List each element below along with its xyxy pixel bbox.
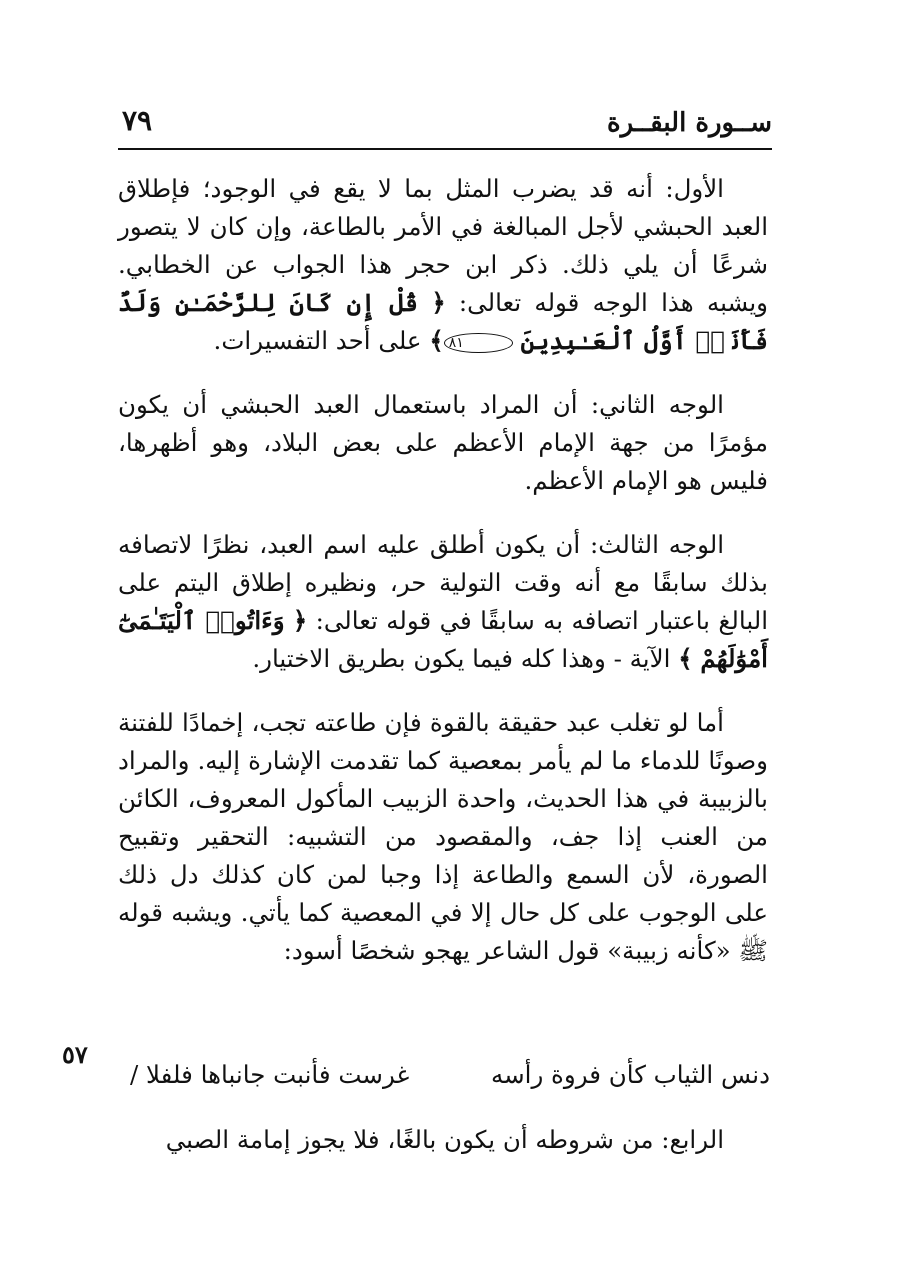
quran-verse: قُلْ إِن كَانَ لِلرَّحْمَـٰنِ وَلَدٌ فَأَنَا۠ أَوَّلُ ٱلْعَـٰبِدِينَ xyxy=(118,288,768,355)
quran-close-bracket: ﴾ xyxy=(678,644,693,673)
surah-title: ســورة البقــرة xyxy=(606,108,772,138)
quran-open-bracket: ﴿ xyxy=(431,288,446,317)
paragraph-usurpation: أما لو تغلب عبد حقيقة بالقوة فإن طاعته تجب، إخمادًا للفتنة وصونًا للدماء ما لم يأمر بمعصية كما تقدمت الإشارة إليه. والمراد بالزبيبة في هذا الحديث، واحدة الزبيب المأكول المعروف، الكائن من العنب إذا جف، والمقصود من التشبيه: التحقير وتقبيح الصورة، لأن السمع والطاعة إذا وجبا لمن كان كذلك دل ذلك على الوجوب على كل حال إلا في المعصية كما يأتي. ويشبه قوله ﷺ «كأنه زبيبة» قول الشاعر يهجو شخصًا أسود: xyxy=(118,708,768,965)
quran-close-bracket: ﴾ xyxy=(429,326,444,355)
header-rule xyxy=(118,148,772,150)
paragraph-text: على أحد التفسيرات. xyxy=(213,326,430,355)
page-body xyxy=(118,170,768,996)
verse-second-hemistich: غرست فأنبت جانباها فلفلا / xyxy=(130,1060,410,1089)
paragraph-fourth-condition: الرابع: من شروطه أن يكون بالغًا، فلا يجوز إمامة الصبي xyxy=(165,1125,724,1154)
paragraph-first xyxy=(118,170,768,360)
page-header xyxy=(118,100,772,150)
paragraph-text: الوجه الثالث: أن يكون أطلق عليه اسم العبد، نظرًا لاتصافه بذلك سابقًا مع أنه وقت التولية حر، ونظيره إطلاق اليتم على البالغ باعتبار اتصافه به سابقًا في قوله تعالى: xyxy=(118,530,769,635)
paragraph-second-aspect: الوجه الثاني: أن المراد باستعمال العبد الحبشي أن يكون مؤمرًا من جهة الإمام الأعظم على بعض البلاد، وهو أظهرها، فليس هو الإمام الأعظم. xyxy=(118,390,768,495)
quran-open-bracket: ﴿ xyxy=(292,606,308,635)
paragraph-text: الآية - وهذا كله فيما يكون بطريق الاختيار. xyxy=(252,644,679,673)
paragraph-text: الأول: أنه قد يضرب المثل بما لا يقع في الوجود؛ فإطلاق العبد الحبشي لأجل المبالغة في الأمر بالطاعة، وإن كان لا يتصور شرعًا أن يلي ذلك. ذكر ابن حجر هذا الجواب عن الخطابي. ويشبه هذا الوجه قوله تعالى: xyxy=(118,174,768,317)
ayah-number-marker: ٨١ xyxy=(444,333,513,353)
verse-first-hemistich: دنس الثياب كأن فروة رأسه xyxy=(490,1060,770,1089)
quran-verse: وَءَاتُوا۟ ٱلْيَتَـٰمَىٰٓ أَمْوَٰلَهُمْ xyxy=(118,606,768,673)
margin-folio-number: ٥٧ xyxy=(62,1040,88,1069)
page-number: ٧٩ xyxy=(122,104,153,137)
paragraph-third-aspect xyxy=(118,526,768,678)
